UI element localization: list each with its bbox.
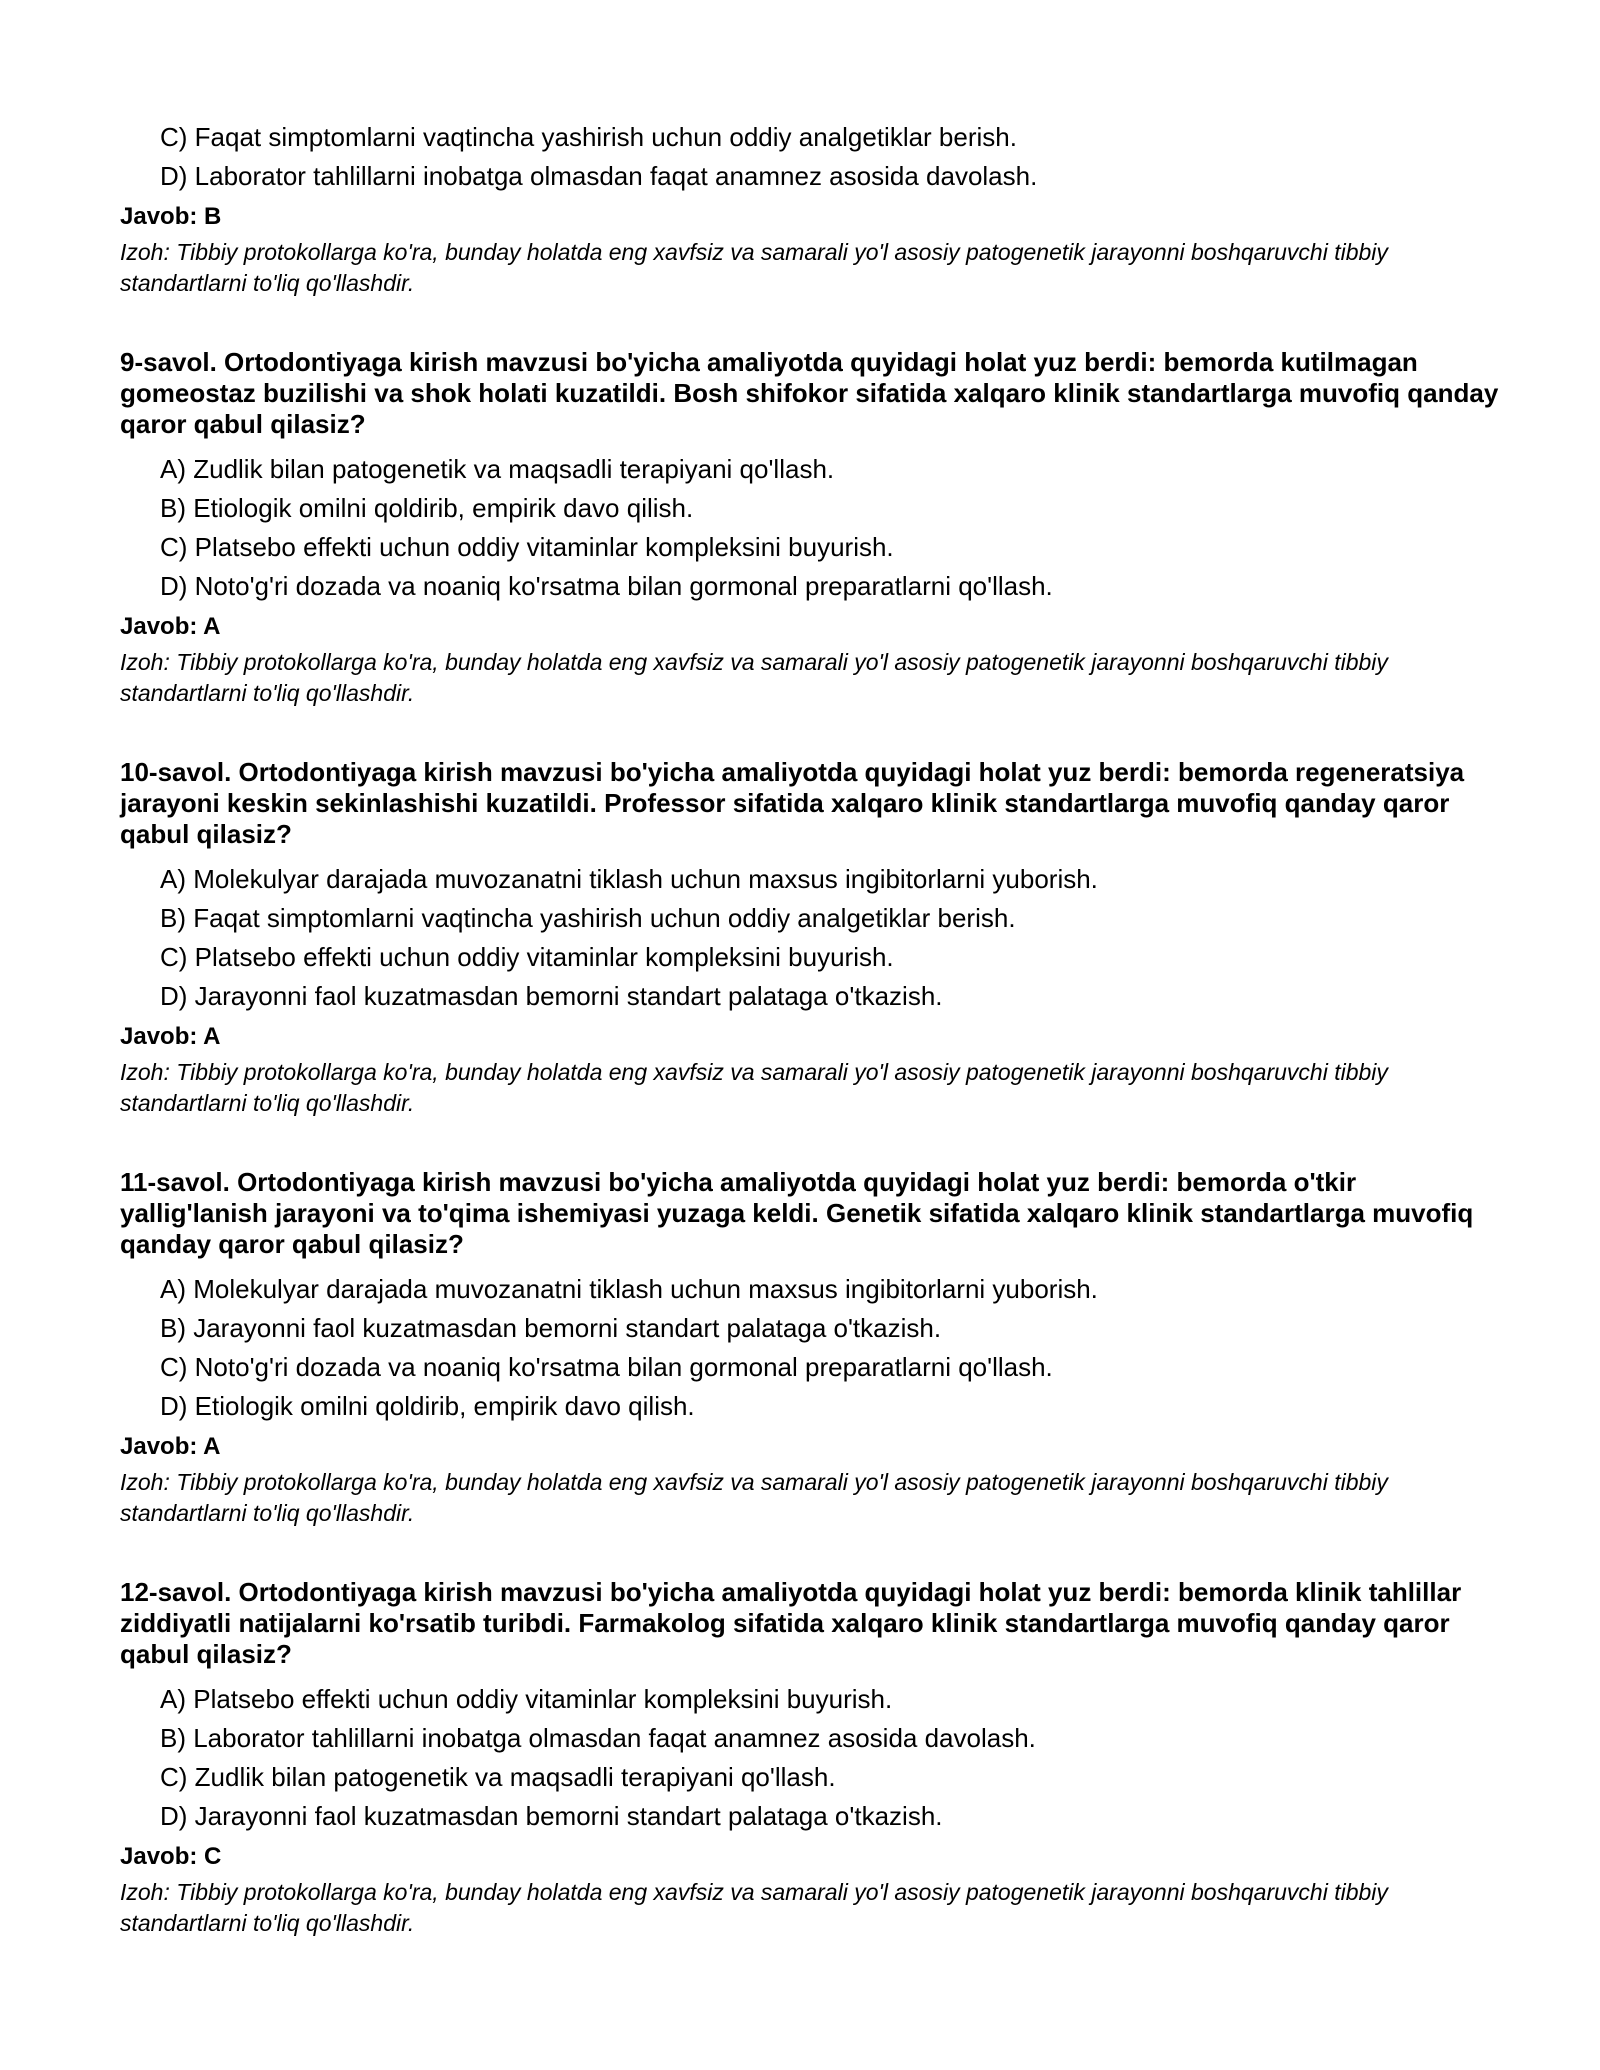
question-12 [120, 1577, 1500, 1939]
option-list [120, 118, 1500, 196]
option-a: A) Molekulyar darajada muvozanatni tiklash uchun maxsus ingibitorlarni yuborish. [160, 864, 1098, 894]
question-title: 9-savol. Ortodontiyaga kirish mavzusi bo'yicha amaliyotda quyidagi holat yuz berdi: bemorda kutilmagan gomeostaz buzilishi va shok holati kuzatildi. Bosh shifokor sifatida xalqaro klinik standartlarga muvofiq qanday qaror qabul qilasiz? [120, 347, 1499, 439]
explanation-text: Izoh: Tibbiy protokollarga ko'ra, bunday holatda eng xavfsiz va samarali yo'l asosiy patogenetik jarayonni boshqaruvchi tibbiy standartlarni to'liq qo'llashdir. [120, 239, 1388, 296]
document-page [120, 118, 1500, 1939]
option-b: B) Laborator tahlillarni inobatga olmasdan faqat anamnez asosida davolash. [160, 1723, 1036, 1753]
option-c: C) Platsebo effekti uchun oddiy vitaminlar kompleksini buyurish. [160, 942, 894, 972]
option-a: A) Molekulyar darajada muvozanatni tiklash uchun maxsus ingibitorlarni yuborish. [160, 1274, 1098, 1304]
option-b: B) Etiologik omilni qoldirib, empirik davo qilish. [160, 493, 694, 523]
option-list [120, 450, 1500, 606]
option-d: D) Jarayonni faol kuzatmasdan bemorni standart palataga o'tkazish. [160, 981, 943, 1011]
question-10 [120, 757, 1500, 1119]
answer-label: Javob: A [120, 1023, 221, 1050]
option-d: D) Etiologik omilni qoldirib, empirik davo qilish. [160, 1391, 695, 1421]
explanation-text: Izoh: Tibbiy protokollarga ko'ra, bunday holatda eng xavfsiz va samarali yo'l asosiy patogenetik jarayonni boshqaruvchi tibbiy standartlarni to'liq qo'llashdir. [120, 1469, 1388, 1526]
question-title: 12-savol. Ortodontiyaga kirish mavzusi bo'yicha amaliyotda quyidagi holat yuz berdi: bemorda klinik tahlillar ziddiyatli natijalarni ko'rsatib turibdi. Farmakolog sifatida xalqaro klinik standartlarga muvofiq qanday qaror qabul qilasiz? [120, 1577, 1462, 1669]
answer-label: Javob: A [120, 613, 221, 640]
option-c: C) Faqat simptomlarni vaqtincha yashirish uchun oddiy analgetiklar berish. [160, 122, 1017, 152]
answer-label: Javob: C [120, 1843, 222, 1870]
question-title: 11-savol. Ortodontiyaga kirish mavzusi bo'yicha amaliyotda quyidagi holat yuz berdi: bemorda o'tkir yallig'lanish jarayoni va to'qima ishemiyasi yuzaga keldi. Genetik sifatida xalqaro klinik standartlarga muvofiq qanday qaror qabul qilasiz? [120, 1167, 1474, 1259]
option-list [120, 860, 1500, 1016]
question-8-continuation [120, 118, 1500, 299]
option-a: A) Platsebo effekti uchun oddiy vitaminlar kompleksini buyurish. [160, 1684, 893, 1714]
answer-label: Javob: B [120, 203, 222, 230]
option-a: A) Zudlik bilan patogenetik va maqsadli terapiyani qo'llash. [160, 454, 835, 484]
answer-label: Javob: A [120, 1433, 221, 1460]
explanation-text: Izoh: Tibbiy protokollarga ko'ra, bunday holatda eng xavfsiz va samarali yo'l asosiy patogenetik jarayonni boshqaruvchi tibbiy standartlarni to'liq qo'llashdir. [120, 1879, 1388, 1936]
explanation-text: Izoh: Tibbiy protokollarga ko'ra, bunday holatda eng xavfsiz va samarali yo'l asosiy patogenetik jarayonni boshqaruvchi tibbiy standartlarni to'liq qo'llashdir. [120, 649, 1388, 706]
question-9 [120, 347, 1500, 709]
option-d: D) Noto'g'ri dozada va noaniq ko'rsatma bilan gormonal preparatlarni qo'llash. [160, 571, 1053, 601]
option-b: B) Faqat simptomlarni vaqtincha yashirish uchun oddiy analgetiklar berish. [160, 903, 1016, 933]
explanation-text: Izoh: Tibbiy protokollarga ko'ra, bunday holatda eng xavfsiz va samarali yo'l asosiy patogenetik jarayonni boshqaruvchi tibbiy standartlarni to'liq qo'llashdir. [120, 1059, 1388, 1116]
option-c: C) Platsebo effekti uchun oddiy vitaminlar kompleksini buyurish. [160, 532, 894, 562]
option-b: B) Jarayonni faol kuzatmasdan bemorni standart palataga o'tkazish. [160, 1313, 942, 1343]
question-title: 10-savol. Ortodontiyaga kirish mavzusi bo'yicha amaliyotda quyidagi holat yuz berdi: bemorda regeneratsiya jarayoni keskin sekinlashishi kuzatildi. Professor sifatida xalqaro klinik standartlarga muvofiq qanday qaror qabul qilasiz? [120, 757, 1465, 849]
option-list [120, 1680, 1500, 1836]
option-c: C) Noto'g'ri dozada va noaniq ko'rsatma bilan gormonal preparatlarni qo'llash. [160, 1352, 1053, 1382]
question-11 [120, 1167, 1500, 1529]
option-c: C) Zudlik bilan patogenetik va maqsadli terapiyani qo'llash. [160, 1762, 836, 1792]
option-d: D) Jarayonni faol kuzatmasdan bemorni standart palataga o'tkazish. [160, 1801, 943, 1831]
option-d: D) Laborator tahlillarni inobatga olmasdan faqat anamnez asosida davolash. [160, 161, 1038, 191]
option-list [120, 1270, 1500, 1426]
